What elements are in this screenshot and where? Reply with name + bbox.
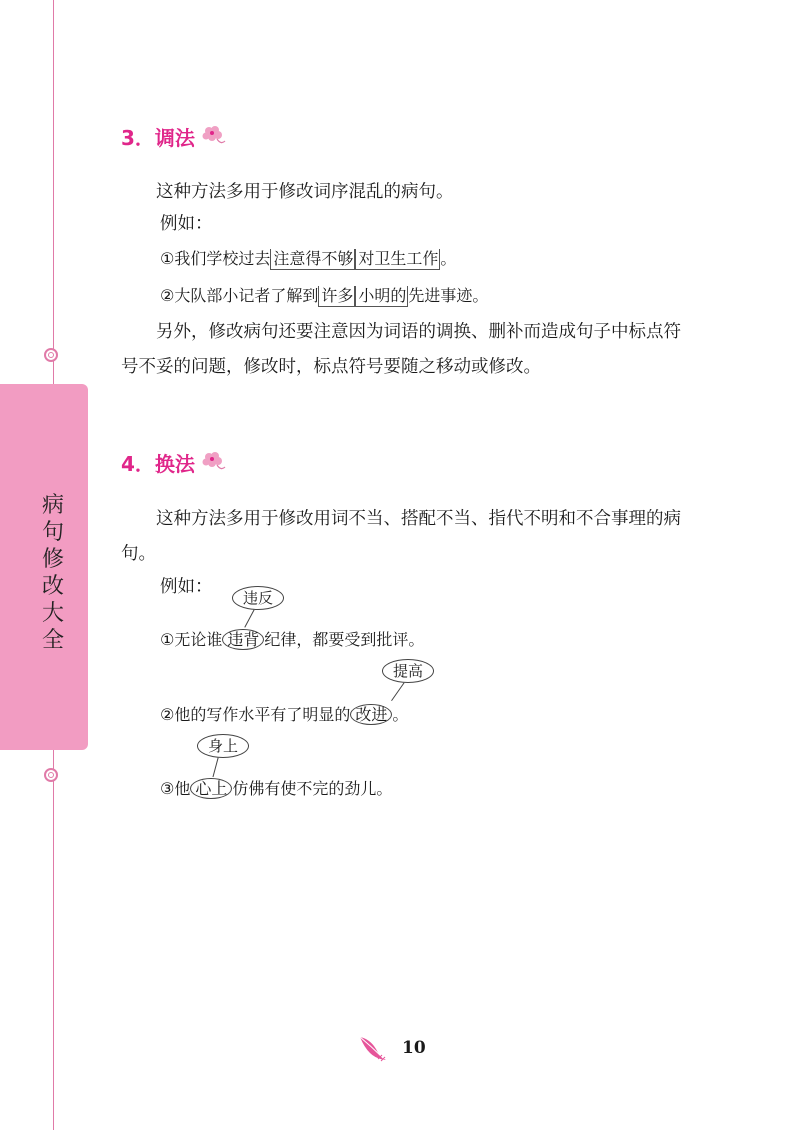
- circled-word: 改进: [350, 704, 392, 725]
- section3-example-2: ②大队部小记者了解到 许多 小明的 先进事迹。: [160, 286, 489, 305]
- flower-icon: [201, 451, 227, 478]
- section4-example-2: ②他的写作水平有了明显的 改进 。: [160, 705, 409, 724]
- section4-heading: 4．换法: [121, 448, 227, 478]
- boxed-phrase: 许多: [318, 286, 355, 307]
- section4-example-1: ①无论谁 违背 纪律，都要受到批评。: [160, 630, 425, 649]
- section3-intro: 这种方法多用于修改词序混乱的病句。: [156, 182, 454, 202]
- side-tab-title: 病 句 修 改 大 全: [41, 493, 64, 653]
- replacement-pointer: [244, 609, 255, 627]
- replacement-pointer: [212, 757, 218, 777]
- ring-ornament-bottom: [44, 768, 58, 782]
- boxed-phrase: 对卫生工作: [355, 249, 440, 270]
- replacement-bubble: 违反: [232, 586, 284, 610]
- ring-ornament-top: [44, 348, 58, 362]
- circled-word: 心上: [190, 778, 232, 799]
- section3-heading: 3．调法: [121, 122, 227, 152]
- replacement-pointer: [391, 682, 405, 701]
- page-number: 10: [402, 1038, 426, 1058]
- boxed-phrase: 注意得不够: [270, 249, 355, 270]
- flower-icon: [201, 125, 227, 152]
- section3-example-1: ①我们学校过去 注意得不够 对卫生工作 。: [160, 249, 457, 268]
- feather-icon: [356, 1033, 392, 1067]
- section4-example-label: 例如：: [160, 577, 213, 597]
- section4-example-3: ③他 心上 仿佛有使不完的劲儿。: [160, 779, 393, 798]
- section3-note: 另外，修改病句还要注意因为词语的调换、删补而造成句子中标点符号不妥的问题，修改时，标点符号要随之移动或修改。: [121, 322, 681, 377]
- section4-intro: 这种方法多用于修改用词不当、搭配不当、指代不明和不合事理的病句。: [121, 509, 681, 564]
- circled-word: 违背: [222, 629, 264, 650]
- replacement-bubble: 提高: [382, 659, 434, 683]
- replacement-bubble: 身上: [197, 734, 249, 758]
- section3-example-label: 例如：: [160, 214, 213, 234]
- boxed-phrase: 小明的: [355, 286, 408, 307]
